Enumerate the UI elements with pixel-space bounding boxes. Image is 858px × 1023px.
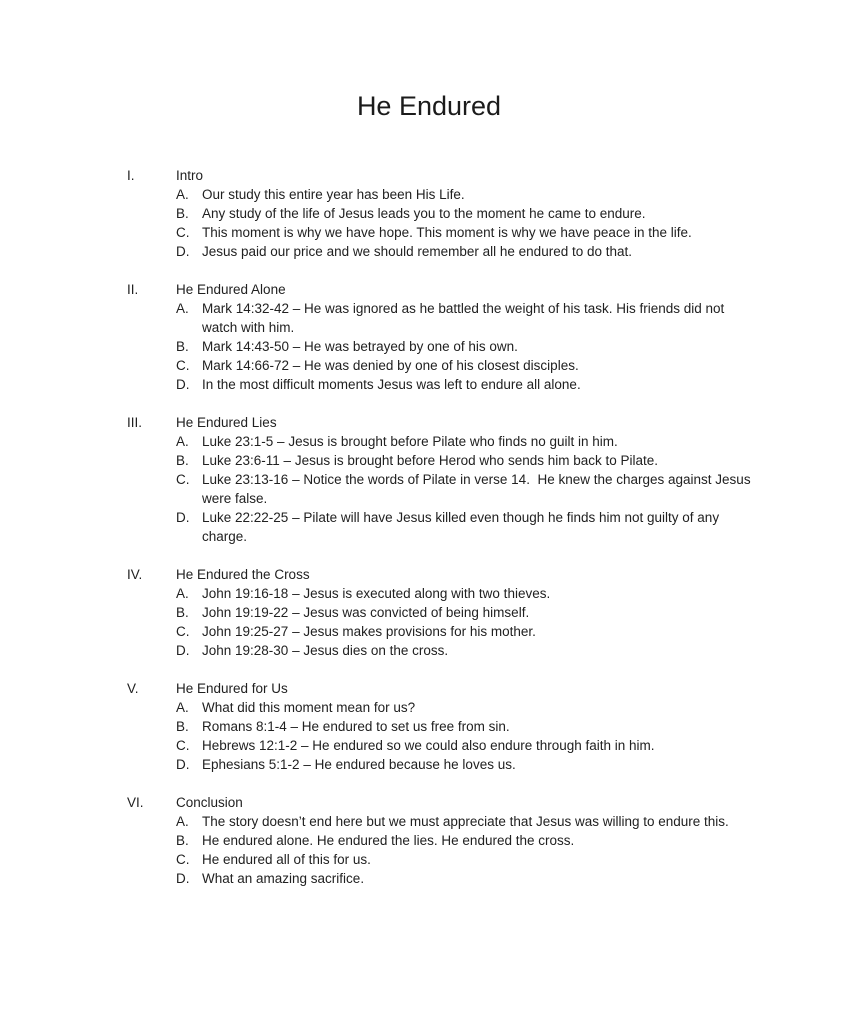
outline-item xyxy=(176,451,762,470)
section-heading: He Endured the Cross xyxy=(176,567,310,582)
outline-item xyxy=(176,736,762,755)
item-text: John 19:25-27 – Jesus makes provisions for his mother. xyxy=(202,624,536,639)
item-letter: B. xyxy=(176,605,189,620)
section-heading-row xyxy=(127,280,762,299)
outline-section xyxy=(127,413,762,546)
section-numeral: IV. xyxy=(127,567,143,582)
section-heading-row xyxy=(127,413,762,432)
section-heading: Intro xyxy=(176,168,204,183)
outline-item xyxy=(176,869,762,888)
document-title: He Endured xyxy=(356,91,502,121)
item-text: Luke 23:6-11 – Jesus is brought before Herod who sends him back to Pilate. xyxy=(202,453,659,468)
item-letter: A. xyxy=(176,301,189,316)
section-items xyxy=(176,698,762,774)
item-text: This moment is why we have hope. This moment is why we have peace in the life. xyxy=(202,225,692,240)
section-heading: Conclusion xyxy=(176,795,243,810)
item-letter: C. xyxy=(176,472,190,487)
outline-item xyxy=(176,242,762,261)
item-letter: C. xyxy=(176,358,190,373)
item-text: Mark 14:43-50 – He was betrayed by one of his own. xyxy=(202,339,518,354)
item-letter: C. xyxy=(176,852,190,867)
item-letter: B. xyxy=(176,206,189,221)
item-text: Luke 22:22-25 – Pilate will have Jesus killed even though he finds him not guilty of any charge. xyxy=(202,510,723,544)
item-letter: C. xyxy=(176,225,190,240)
outline-item xyxy=(176,603,762,622)
outline-section xyxy=(127,280,762,394)
outline-item xyxy=(176,641,762,660)
outline xyxy=(0,166,858,888)
outline-section xyxy=(127,679,762,774)
item-letter: D. xyxy=(176,871,190,886)
item-letter: B. xyxy=(176,453,189,468)
item-letter: C. xyxy=(176,738,190,753)
section-numeral: VI. xyxy=(127,795,144,810)
item-text: Our study this entire year has been His Life. xyxy=(202,187,465,202)
outline-item xyxy=(176,432,762,451)
item-text: Jesus paid our price and we should remember all he endured to do that. xyxy=(202,244,633,259)
item-text: He endured all of this for us. xyxy=(202,852,371,867)
section-heading: He Endured Lies xyxy=(176,415,277,430)
outline-item xyxy=(176,375,762,394)
outline-item xyxy=(176,755,762,774)
item-letter: D. xyxy=(176,510,190,525)
item-letter: B. xyxy=(176,339,189,354)
item-letter: A. xyxy=(176,814,189,829)
item-text: He endured alone. He endured the lies. He endured the cross. xyxy=(202,833,575,848)
section-heading-row xyxy=(127,679,762,698)
section-numeral: II. xyxy=(127,282,139,297)
item-text: John 19:28-30 – Jesus dies on the cross. xyxy=(202,643,449,658)
outline-item xyxy=(176,356,762,375)
item-text: John 19:19-22 – Jesus was convicted of being himself. xyxy=(202,605,530,620)
item-letter: A. xyxy=(176,586,189,601)
outline-item xyxy=(176,223,762,242)
section-numeral: I. xyxy=(127,168,135,183)
item-text: In the most difficult moments Jesus was left to endure all alone. xyxy=(202,377,581,392)
section-items xyxy=(176,584,762,660)
item-text: Luke 23:13-16 – Notice the words of Pilate in verse 14. He knew the charges against Jesus were false. xyxy=(202,472,755,506)
section-heading-row xyxy=(127,565,762,584)
item-text: Ephesians 5:1-2 – He endured because he loves us. xyxy=(202,757,516,772)
outline-item xyxy=(176,831,762,850)
item-letter: A. xyxy=(176,434,189,449)
item-letter: B. xyxy=(176,719,189,734)
outline-section xyxy=(127,565,762,660)
item-text: John 19:16-18 – Jesus is executed along with two thieves. xyxy=(202,586,551,601)
section-items xyxy=(176,812,762,888)
outline-item xyxy=(176,337,762,356)
outline-section xyxy=(127,166,762,261)
section-heading: He Endured for Us xyxy=(176,681,288,696)
outline-item xyxy=(176,812,762,831)
section-items xyxy=(176,432,762,546)
item-letter: D. xyxy=(176,643,190,658)
item-letter: A. xyxy=(176,700,189,715)
outline-item xyxy=(176,185,762,204)
item-letter: A. xyxy=(176,187,189,202)
section-heading-row xyxy=(127,166,762,185)
item-text: Any study of the life of Jesus leads you to the moment he came to endure. xyxy=(202,206,646,221)
outline-item xyxy=(176,850,762,869)
item-letter: D. xyxy=(176,244,190,259)
outline-item xyxy=(176,584,762,603)
outline-item xyxy=(176,508,762,546)
outline-section xyxy=(127,793,762,888)
item-text: Mark 14:32-42 – He was ignored as he battled the weight of his task. His friends did not watch with him. xyxy=(202,301,729,335)
item-text: Luke 23:1-5 – Jesus is brought before Pilate who finds no guilt in him. xyxy=(202,434,618,449)
item-text: What did this moment mean for us? xyxy=(202,700,416,715)
item-text: The story doesn’t end here but we must appreciate that Jesus was willing to endure this. xyxy=(202,814,729,829)
section-heading-row xyxy=(127,793,762,812)
item-letter: D. xyxy=(176,757,190,772)
outline-item xyxy=(176,622,762,641)
outline-item xyxy=(176,698,762,717)
section-items xyxy=(176,185,762,261)
outline-item xyxy=(176,717,762,736)
outline-item xyxy=(176,470,762,508)
outline-item xyxy=(176,299,762,337)
outline-item xyxy=(176,204,762,223)
item-text: Mark 14:66-72 – He was denied by one of his closest disciples. xyxy=(202,358,579,373)
section-heading: He Endured Alone xyxy=(176,282,286,297)
item-letter: D. xyxy=(176,377,190,392)
section-numeral: III. xyxy=(127,415,143,430)
item-text: Hebrews 12:1-2 – He endured so we could also endure through faith in him. xyxy=(202,738,655,753)
section-numeral: V. xyxy=(127,681,139,696)
item-letter: C. xyxy=(176,624,190,639)
item-text: Romans 8:1-4 – He endured to set us free from sin. xyxy=(202,719,510,734)
item-letter: B. xyxy=(176,833,189,848)
section-items xyxy=(176,299,762,394)
item-text: What an amazing sacrifice. xyxy=(202,871,365,886)
